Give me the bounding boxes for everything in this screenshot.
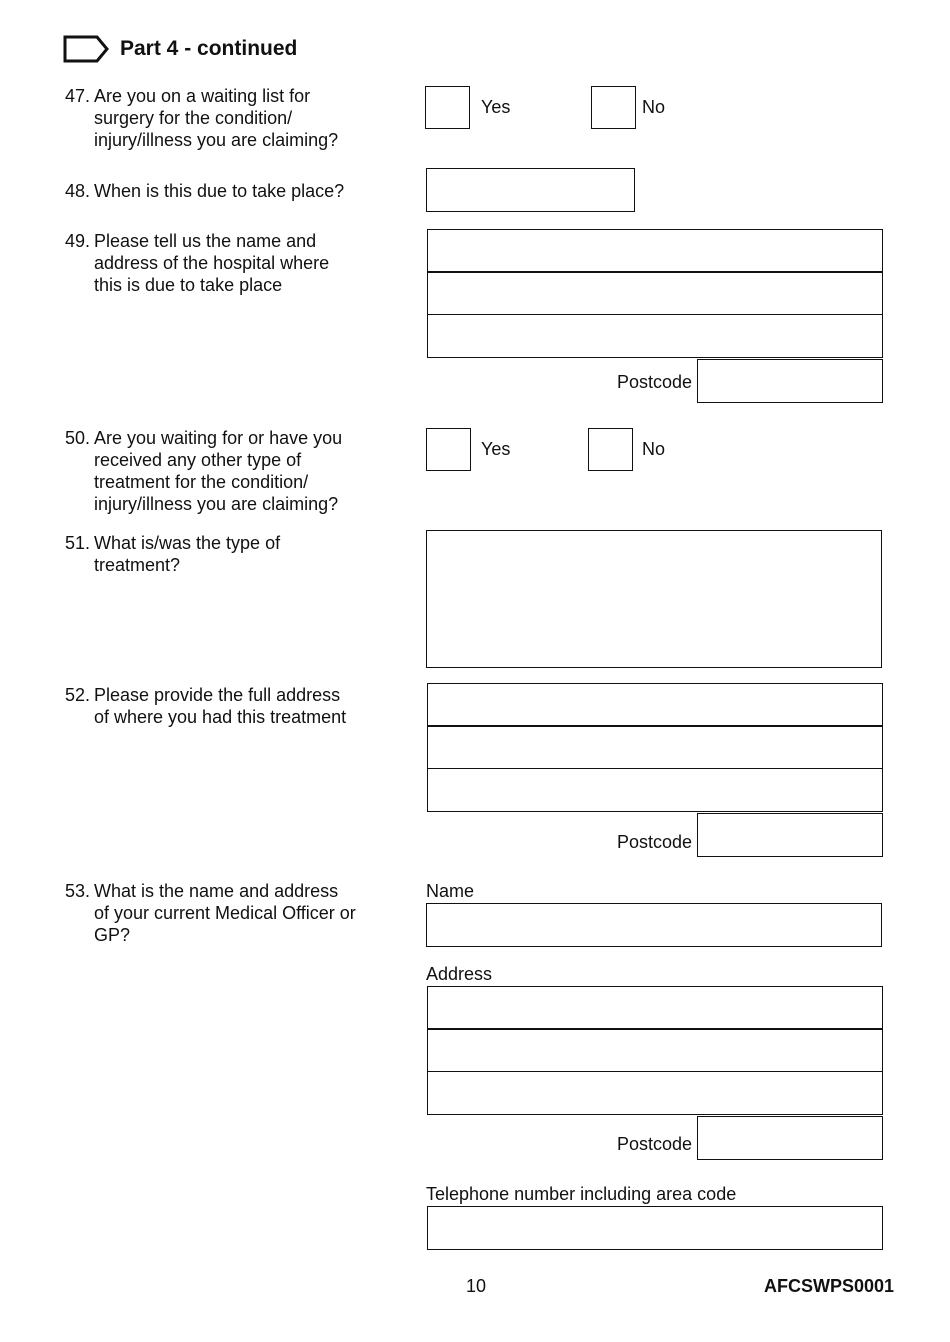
q49-postcode-label: Postcode [616,372,692,392]
q49-address-line-3[interactable] [427,314,883,358]
form-code: AFCSWPS0001 [763,1276,894,1296]
q48-date-field[interactable] [426,168,635,212]
q47-no-label: No [642,97,666,117]
question-50 [65,427,395,515]
question-text: When is this due to take place? [94,181,345,201]
q49-address-fields [427,229,883,358]
q47-no-checkbox[interactable] [591,86,636,129]
q53-postcode-field[interactable] [697,1116,883,1160]
question-text: Please tell us the name and address of the hospital where this is due to take place [94,231,330,295]
section-title: Part 4 - continued [120,37,298,60]
q49-address-line-2[interactable] [427,271,883,315]
q52-address-line-3[interactable] [427,768,883,812]
q53-address-label: Address [426,964,493,984]
question-53 [65,880,395,946]
q47-yes-label: Yes [481,97,511,117]
q53-address-line-2[interactable] [427,1028,883,1072]
q50-yes-label: Yes [481,439,511,459]
question-number: 52. [65,685,91,705]
section-arrow-icon [63,35,109,63]
q52-address-fields [427,683,883,812]
q53-name-field[interactable] [426,903,882,947]
q52-address-line-2[interactable] [427,725,883,769]
q52-postcode-label: Postcode [616,832,692,852]
question-text: Are you on a waiting list for surgery for the condition/ injury/illness you are claiming? [94,86,339,150]
question-47 [65,85,395,151]
q53-postcode-label: Postcode [616,1134,692,1154]
q49-address-line-1[interactable] [427,229,883,273]
question-text: Please provide the full address of where you had this treatment [94,685,347,727]
q50-no-label: No [642,439,666,459]
question-49 [65,230,395,296]
q52-postcode-field[interactable] [697,813,883,857]
q53-address-line-3[interactable] [427,1071,883,1115]
q52-address-line-1[interactable] [427,683,883,727]
q50-yes-checkbox[interactable] [426,428,471,471]
page-number: 10 [466,1276,487,1296]
question-48 [65,180,395,202]
q53-phone-field[interactable] [427,1206,883,1250]
q49-postcode-field[interactable] [697,359,883,403]
q47-yes-checkbox[interactable] [425,86,470,129]
question-number: 51. [65,533,91,553]
q53-address-line-1[interactable] [427,986,883,1030]
question-number: 53. [65,881,91,901]
question-number: 49. [65,231,91,251]
q50-no-checkbox[interactable] [588,428,633,471]
question-text: What is/was the type of treatment? [94,533,281,575]
q51-treatment-field[interactable] [426,530,882,668]
q53-name-label: Name [426,881,475,901]
question-number: 48. [65,181,91,201]
question-text: Are you waiting for or have you received any other type of treatment for the condition/ injury/illness you are claiming? [94,428,343,514]
q53-phone-label: Telephone number including area code [426,1184,737,1204]
question-number: 47. [65,86,91,106]
question-text: What is the name and address of your current Medical Officer or GP? [94,881,356,945]
question-51 [65,532,395,576]
question-number: 50. [65,428,91,448]
question-52 [65,684,395,728]
q53-address-fields [427,986,883,1115]
